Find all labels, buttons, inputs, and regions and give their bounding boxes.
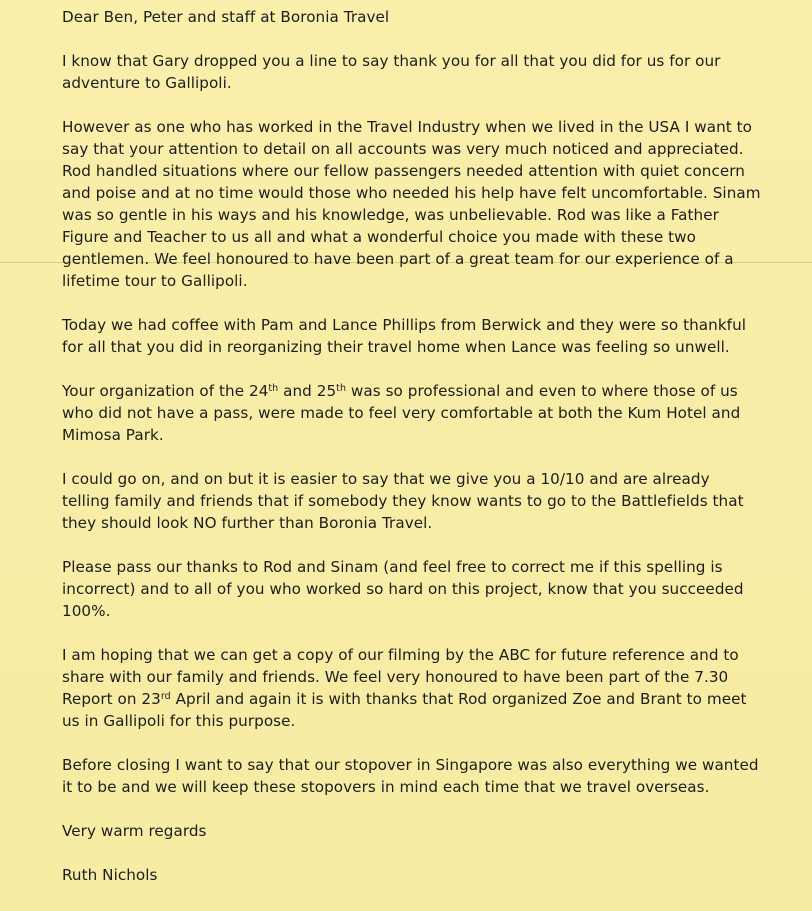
paragraph-7-text-b: April and again it is with thanks that Rod organized Zoe and Brant to meet us in Gallipoli for this purpose.	[62, 690, 747, 730]
paragraph-4-text-a: Your organization of the 24	[62, 382, 269, 400]
ordinal-suffix-25: th	[336, 383, 347, 394]
letter-body	[62, 6, 762, 908]
paragraph-6: Please pass our thanks to Rod and Sinam (and feel free to correct me if this spelling is incorrect) and to all of you who worked so hard on this project, know that you succeeded 100%.	[62, 558, 744, 620]
ordinal-suffix-24: th	[268, 383, 279, 394]
paragraph-7-text-a: I am hoping that we can get a copy of our filming by the ABC for future reference and to share with our family and friends. We feel very honoured to have been part of the 7.30 Report on 23	[62, 646, 739, 708]
paragraph-8: Before closing I want to say that our stopover in Singapore was also everything we wanted it to be and we will keep these stopovers in mind each time that we travel overseas.	[62, 756, 759, 796]
paragraph-2: However as one who has worked in the Travel Industry when we lived in the USA I want to say that your attention to detail on all accounts was very much noticed and appreciated. Rod handled situations where our fellow passengers needed attention with quiet concern and poise and at no time would those who needed his help have felt uncomfortable. Sinam was so gentle in his ways and his knowledge, was unbelievable. Rod was like a Father Figure and Teacher to us all and what a wonderful choice you made with these two gentlemen. We feel honoured to have been part of a great team for our experience of a lifetime tour to Gallipoli.	[62, 118, 761, 290]
ordinal-suffix-23: rd	[160, 691, 171, 702]
paragraph-4-text-b: and 25	[278, 382, 337, 400]
paragraph-3: Today we had coffee with Pam and Lance Phillips from Berwick and they were so thankful for all that you did in reorganizing their travel home when Lance was feeling so unwell.	[62, 316, 747, 356]
paragraph-4-text-c: was so professional and even to where those of us who did not have a pass, were made to feel very comfortable at both the Kum Hotel and Mimosa Park.	[62, 382, 741, 444]
paragraph-7	[62, 644, 762, 732]
closing: Very warm regards	[62, 822, 207, 840]
paragraph-5: I could go on, and on but it is easier to say that we give you a 10/10 and are already telling family and friends that if somebody they know wants to go to the Battlefields that they should look NO further than Boronia Travel.	[62, 470, 744, 532]
paragraph-1: I know that Gary dropped you a line to say thank you for all that you did for us for our adventure to Gallipoli.	[62, 52, 721, 92]
paragraph-4	[62, 380, 762, 446]
signature: Ruth Nichols	[62, 866, 158, 884]
salutation: Dear Ben, Peter and staff at Boronia Travel	[62, 8, 390, 26]
